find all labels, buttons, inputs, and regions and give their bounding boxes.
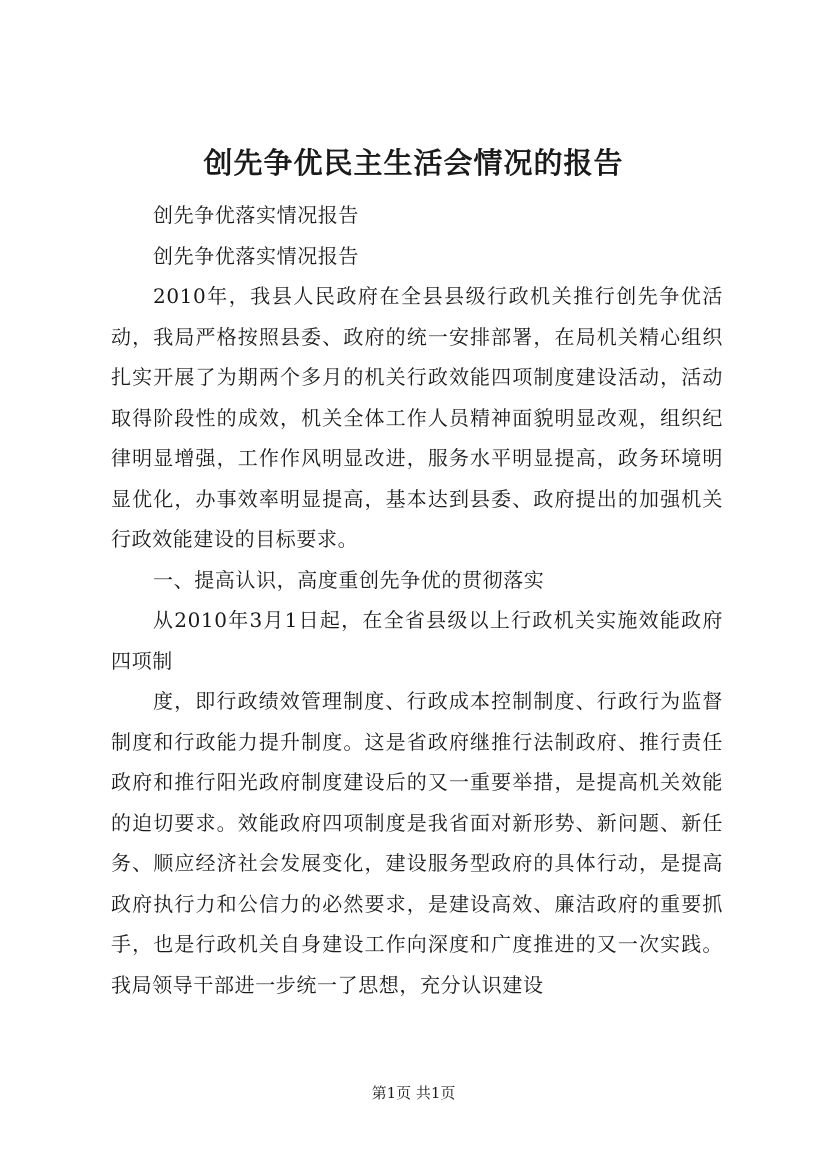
paragraph-subtitle-2: 创先争优落实情况报告 (153, 243, 359, 268)
page-footer: 第1页 共1页 (371, 1084, 456, 1102)
paragraph-section-1-b: 度，即行政绩效管理制度、行政成本控制制度、行政行为监督制度和行政能力提升制度。这是省政府继推行法制政府、推行责任政府和推行阳光政府制度建设后的又一重要举措，是提高机关效能的迫切要求。效能政府四项制度是我省面对新形势、新问题、新任务、顺应经济社会发展变化，建设服务型政府的具体行动，是提高政府执行力和公信力的必然要求，是建设高效、廉洁政府的重要抓手，也是行政机关自身建设工作向深度和广度推进的又一次实践。我局领导干部进一步统一了思想，充分认识建设 (111, 689, 723, 997)
paragraph-intro: 2010年，我县人民政府在全县县级行政机关推行创先争优活动，我局严格按照县委、政府的统一安排部署，在局机关精心组织扎实开展了为期两个多月的机关行政效能四项制度建设活动，活动取得阶段性的成效，机关全体工作人员精神面貌明显改观，组织纪律明显增强，工作作风明显改进，服务水平明显提高，政务环境明显优化，办事效率明显提高，基本达到县委、政府提出的加强机关行政效能建设的目标要求。 (111, 284, 723, 551)
paragraph-section-1-a: 从2010年3月1日起，在全省县级以上行政机关实施效能政府四项制 (111, 608, 723, 673)
document-title: 创先争优民主生活会情况的报告 (203, 146, 624, 180)
document-body (111, 195, 723, 1005)
section-heading-1: 一、提高认识，高度重创先争优的贯彻落实 (153, 567, 545, 592)
paragraph-subtitle-1: 创先争优落实情况报告 (153, 203, 359, 227)
